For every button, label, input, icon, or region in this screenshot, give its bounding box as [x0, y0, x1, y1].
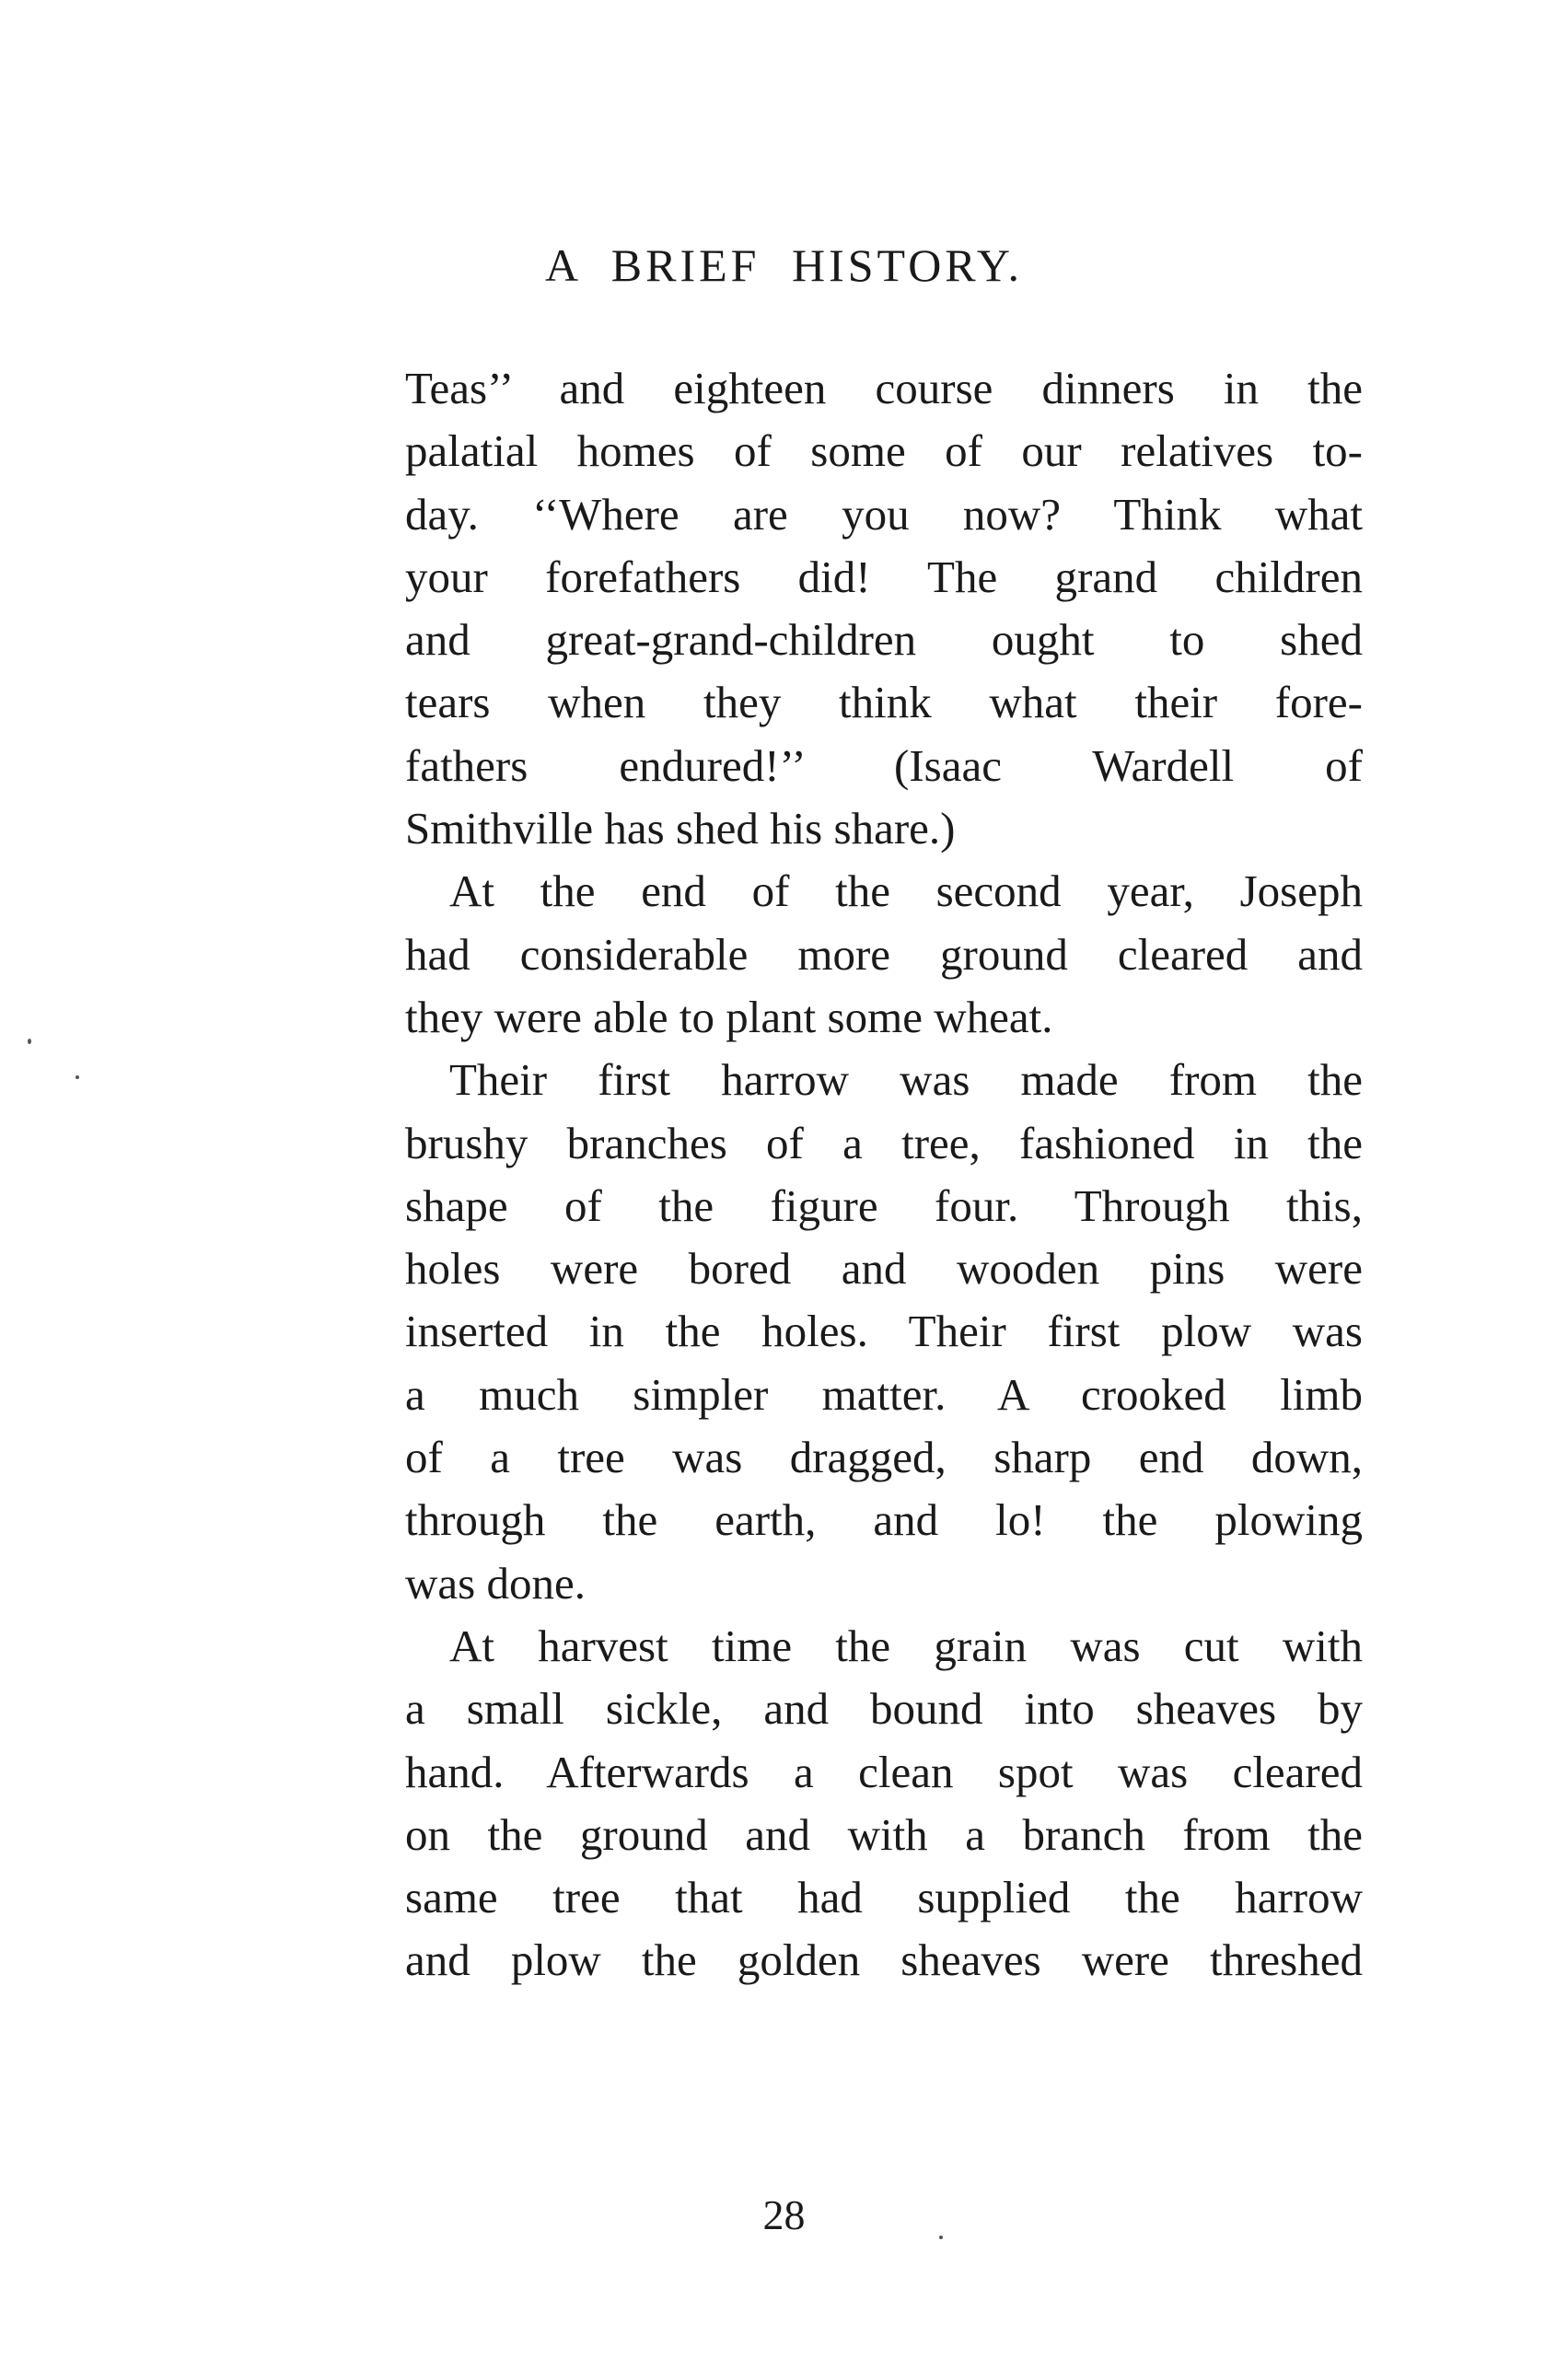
- text-line: holes were bored and wooden pins were: [405, 1243, 1363, 1295]
- page-number: 28: [762, 2191, 806, 2238]
- text-line: At harvest time the grain was cut with: [449, 1620, 1363, 1671]
- text-line: of a tree was dragged, sharp end down,: [405, 1432, 1363, 1483]
- text-line: same tree that had supplied the harrow: [405, 1872, 1363, 1923]
- text-line: on the ground and with a branch from the: [405, 1808, 1363, 1860]
- text-line: was done.: [405, 1557, 586, 1609]
- scan-speck: [75, 1075, 79, 1079]
- text-line: had considerable more ground cleared and: [405, 928, 1363, 980]
- text-line: Their first harrow was made from the: [449, 1054, 1363, 1106]
- scan-speck: [939, 2236, 943, 2239]
- text-line: and plow the golden sheaves were threshed: [405, 1934, 1363, 1986]
- text-line: through the earth, and lo! the plowing: [405, 1494, 1363, 1546]
- scan-speck: [28, 1039, 31, 1044]
- text-line: fathers endured!’’ (Isaac Wardell of: [405, 739, 1363, 791]
- text-line: Teas’’ and eighteen course dinners in the: [405, 363, 1363, 413]
- running-head: A BRIEF HISTORY.: [544, 239, 1024, 291]
- text-line: a much simpler matter. A crooked limb: [405, 1368, 1363, 1420]
- text-line: shape of the figure four. Through this,: [405, 1179, 1363, 1231]
- text-line: inserted in the holes. Their first plow was: [405, 1306, 1363, 1357]
- body-text: [405, 357, 1363, 1992]
- text-line: brushy branches of a tree, fashioned in the: [405, 1117, 1363, 1168]
- text-line: a small sickle, and bound into sheaves by: [405, 1683, 1363, 1735]
- text-line: hand. Afterwards a clean spot was cleared: [405, 1746, 1363, 1797]
- text-line: At the end of the second year, Joseph: [449, 865, 1363, 917]
- text-line: and great-grand-children ought to shed: [405, 614, 1363, 666]
- text-line: tears when they think what their fore-: [405, 677, 1363, 728]
- text-line: palatial homes of some of our relatives to-: [405, 425, 1363, 477]
- text-line: your forefathers did! The grand children: [405, 551, 1363, 602]
- text-line: Smithville has shed his share.): [405, 803, 956, 854]
- text-line: they were able to plant some wheat.: [405, 991, 1053, 1042]
- text-line: day. ‘‘Where are you now? Think what: [405, 488, 1363, 540]
